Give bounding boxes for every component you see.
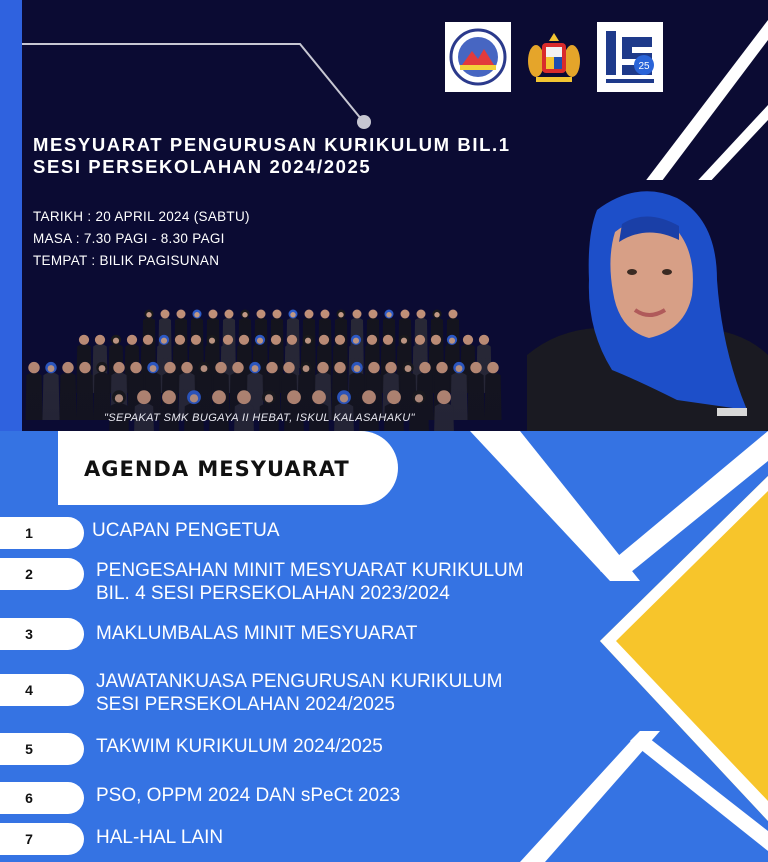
agenda-number-4: 4 (0, 674, 58, 706)
ts25-number: 25 (638, 61, 650, 72)
school-slogan: "SEPAKAT SMK BUGAYA II HEBAT, ISKUL KALASAHAKU" (104, 412, 415, 424)
agenda-item-1 (92, 519, 280, 542)
meeting-details (33, 206, 250, 272)
agenda-item-line2: BIL. 4 SESI PERSEKOLAHAN 2023/2024 (96, 583, 450, 604)
principal-portrait (527, 180, 768, 431)
ts25-logo (597, 22, 663, 92)
meeting-time: MASA : 7.30 PAGI - 8.30 PAGI (33, 231, 225, 246)
agenda-number-2: 2 (0, 558, 58, 590)
meeting-title (33, 134, 511, 178)
logo-row (445, 22, 663, 92)
agenda-item-line1: MAKLUMBALAS MINIT MESYUARAT (96, 623, 418, 644)
meeting-date: TARIKH : 20 APRIL 2024 (SABTU) (33, 209, 250, 224)
agenda-section (0, 431, 768, 862)
coat-of-arms-icon (524, 27, 584, 87)
agenda-item-line1: JAWATANKUASA PENGURUSAN KURIKULUM (96, 671, 503, 692)
meeting-venue: TEMPAT : BILIK PAGISUNAN (33, 253, 220, 268)
meeting-title-line1: MESYUARAT PENGURUSAN KURIKULUM BIL.1 (33, 134, 511, 155)
agenda-item-2 (96, 559, 524, 605)
agenda-title: AGENDA MESYUARAT (84, 457, 350, 481)
group-photo (24, 278, 524, 431)
agenda-item-line1: PENGESAHAN MINIT MESYUARAT KURIKULUM (96, 560, 524, 581)
agenda-number-6: 6 (0, 782, 58, 814)
agenda-number-7: 7 (0, 823, 58, 855)
school-crest-logo (445, 22, 511, 92)
malaysia-coat-of-arms-logo (521, 22, 587, 92)
agenda-item-line1: TAKWIM KURIKULUM 2024/2025 (96, 736, 383, 757)
agenda-item-line1: HAL-HAL LAIN (96, 827, 224, 848)
agenda-number-1: 1 (0, 517, 58, 549)
agenda-item-4 (96, 670, 502, 716)
school-crest-icon (448, 27, 508, 87)
agenda-item-line1: UCAPAN PENGETUA (92, 520, 280, 541)
agenda-item-5 (96, 735, 383, 758)
agenda-item-3 (96, 622, 417, 645)
meeting-title-line2: SESI PERSEKOLAHAN 2024/2025 (33, 156, 372, 177)
ts25-icon (600, 27, 660, 87)
agenda-number-3: 3 (0, 618, 58, 650)
agenda-item-7 (96, 826, 223, 849)
agenda-item-line2: SESI PERSEKOLAHAN 2024/2025 (96, 694, 395, 715)
agenda-item-line1: PSO, OPPM 2024 DAN sPeCt 2023 (96, 785, 401, 806)
agenda-number-5: 5 (0, 733, 58, 765)
agenda-item-6 (96, 784, 400, 807)
